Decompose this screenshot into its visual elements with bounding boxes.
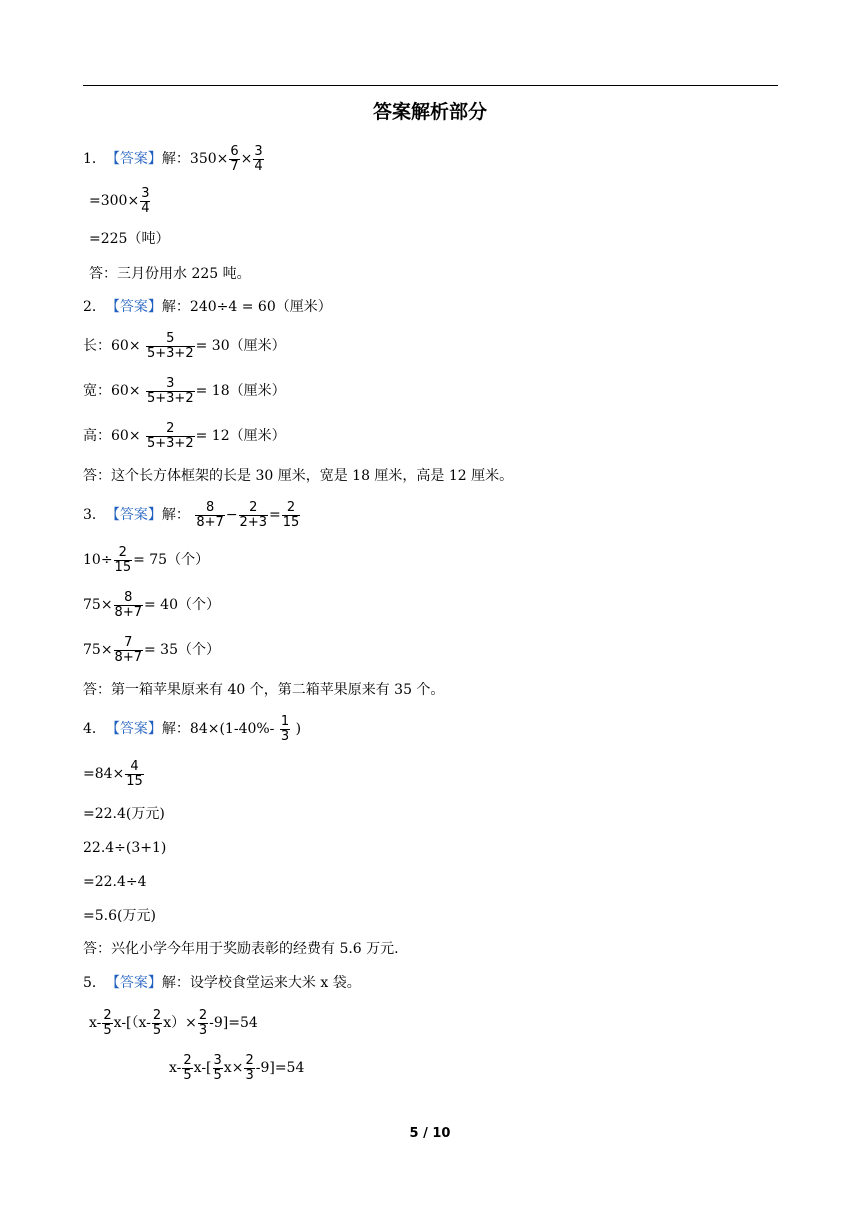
q3-line-3: 75× $\frac{8}{8+7}$ = 40（个） <box>83 589 220 620</box>
q5-fraction-5: 3 5 <box>213 1052 222 1083</box>
q5-fraction-2: 2 5 <box>152 1007 162 1038</box>
header-rule <box>83 85 778 86</box>
q2-number: 2． <box>83 299 106 315</box>
q4-line-5: =22.4÷4 <box>83 874 147 890</box>
q5-line-1 <box>83 973 361 993</box>
q2-length-fraction: $\frac{5}{5+3+2}$ <box>147 330 194 361</box>
q1-fraction-2: $\frac{3}{4}$ <box>254 143 263 174</box>
q5-fraction-4: 2 5 <box>183 1052 192 1083</box>
q4-line-6: =5.6(万元) <box>83 908 156 924</box>
q3-number: 3． <box>83 507 106 523</box>
q1-times: × <box>240 151 253 167</box>
page-title: 答案解析部分 <box>372 101 487 123</box>
q2-answer: 答：这个长方体框架的长是 30 厘米，宽是 18 厘米，高是 12 厘米。 <box>83 468 514 484</box>
q3-fraction-3: $\frac{2}{15}$ <box>282 499 300 530</box>
q2-line-1 <box>83 297 332 317</box>
q1-line-1 <box>83 143 265 174</box>
q4-fraction-2: $\frac{4}{15}$ <box>126 758 143 789</box>
q2-answer-tag: 【答案】 <box>105 299 162 315</box>
q1-answer: 答：三月份用水 225 吨。 <box>89 266 251 282</box>
q4-answer: 答：兴化小学今年用于奖励表彰的经费有 5.6 万元. <box>83 941 399 957</box>
q5-number: 5． <box>83 975 106 991</box>
q1-text: 解：350× <box>161 151 229 167</box>
q4-line-3: =22.4(万元) <box>83 806 165 822</box>
q2-height-fraction: $\frac{2}{5+3+2}$ <box>147 420 194 451</box>
q1-fraction-3: $\frac{3}{4}$ <box>141 185 150 216</box>
q2-length: 长：60× $\frac{5}{5+3+2}$ = 30（厘米） <box>83 330 286 361</box>
q2-text: 解：240÷4 = 60（厘米） <box>161 299 332 315</box>
q3-fraction-4: $\frac{2}{15}$ <box>114 544 132 575</box>
q4-line-1: 4． 【答案】 解：84×(1-40%- 1 3 ) <box>83 713 302 744</box>
q2-width-fraction: $\frac{3}{5+3+2}$ <box>147 375 194 406</box>
q1-fraction-1: $\frac{6}{7}$ <box>230 143 239 174</box>
q5-equation-2: x- 2 5 x-[ 3 5 x× $\frac{2}{3}$ -9]=54 <box>169 1052 305 1083</box>
q4-fraction-1: 1 3 <box>280 713 290 744</box>
q4-line-4: 22.4÷(3+1) <box>83 840 167 856</box>
q1-number: 1． <box>83 151 106 167</box>
q1-line-2 <box>89 185 151 216</box>
q5-answer-tag: 【答案】 <box>105 975 162 991</box>
q1-step-2: =300× <box>89 193 140 209</box>
q5-fraction-1: 2 5 <box>103 1007 112 1038</box>
page-number: 5 / 10 <box>409 1126 451 1141</box>
q5-equation-1: x- 2 5 x-[（x- 2 5 x）× $\frac{2}{3}$ -9]=54 <box>89 1007 258 1038</box>
q3-line-1: 3． 【答案】 解： 8 8+7 − $\frac{2}{2+3}$ = $\frac{2}{15}$ <box>83 499 300 530</box>
q4-number: 4． <box>83 721 106 737</box>
q5-text: 解：设学校食堂运来大米 x 袋。 <box>161 975 361 991</box>
q3-fraction-5: $\frac{8}{8+7}$ <box>114 589 142 620</box>
q3-answer-tag: 【答案】 <box>105 507 162 523</box>
q2-height: 高：60× $\frac{2}{5+3+2}$ = 12（厘米） <box>83 420 286 451</box>
q3-line-2: 10÷ $\frac{2}{15}$ = 75（个） <box>83 544 210 575</box>
q5-fraction-3: $\frac{2}{3}$ <box>198 1007 208 1038</box>
q5-fraction-6: $\frac{2}{3}$ <box>245 1052 254 1083</box>
q3-fraction-2: $\frac{2}{2+3}$ <box>239 499 267 530</box>
q1-answer-tag: 【答案】 <box>105 151 162 167</box>
q3-line-4: 75× $\frac{7}{8+7}$ = 35（个） <box>83 634 220 665</box>
q3-fraction-1: 8 8+7 <box>196 499 224 530</box>
q3-fraction-6: $\frac{7}{8+7}$ <box>114 634 142 665</box>
q2-width: 宽：60× $\frac{3}{5+3+2}$ = 18（厘米） <box>83 375 286 406</box>
q3-answer: 答：第一箱苹果原来有 40 个，第二箱苹果原来有 35 个。 <box>83 682 445 698</box>
q4-line-2: =84× $\frac{4}{15}$ <box>83 758 143 789</box>
q4-answer-tag: 【答案】 <box>105 721 162 737</box>
q1-line-3: =225（吨） <box>89 231 170 247</box>
